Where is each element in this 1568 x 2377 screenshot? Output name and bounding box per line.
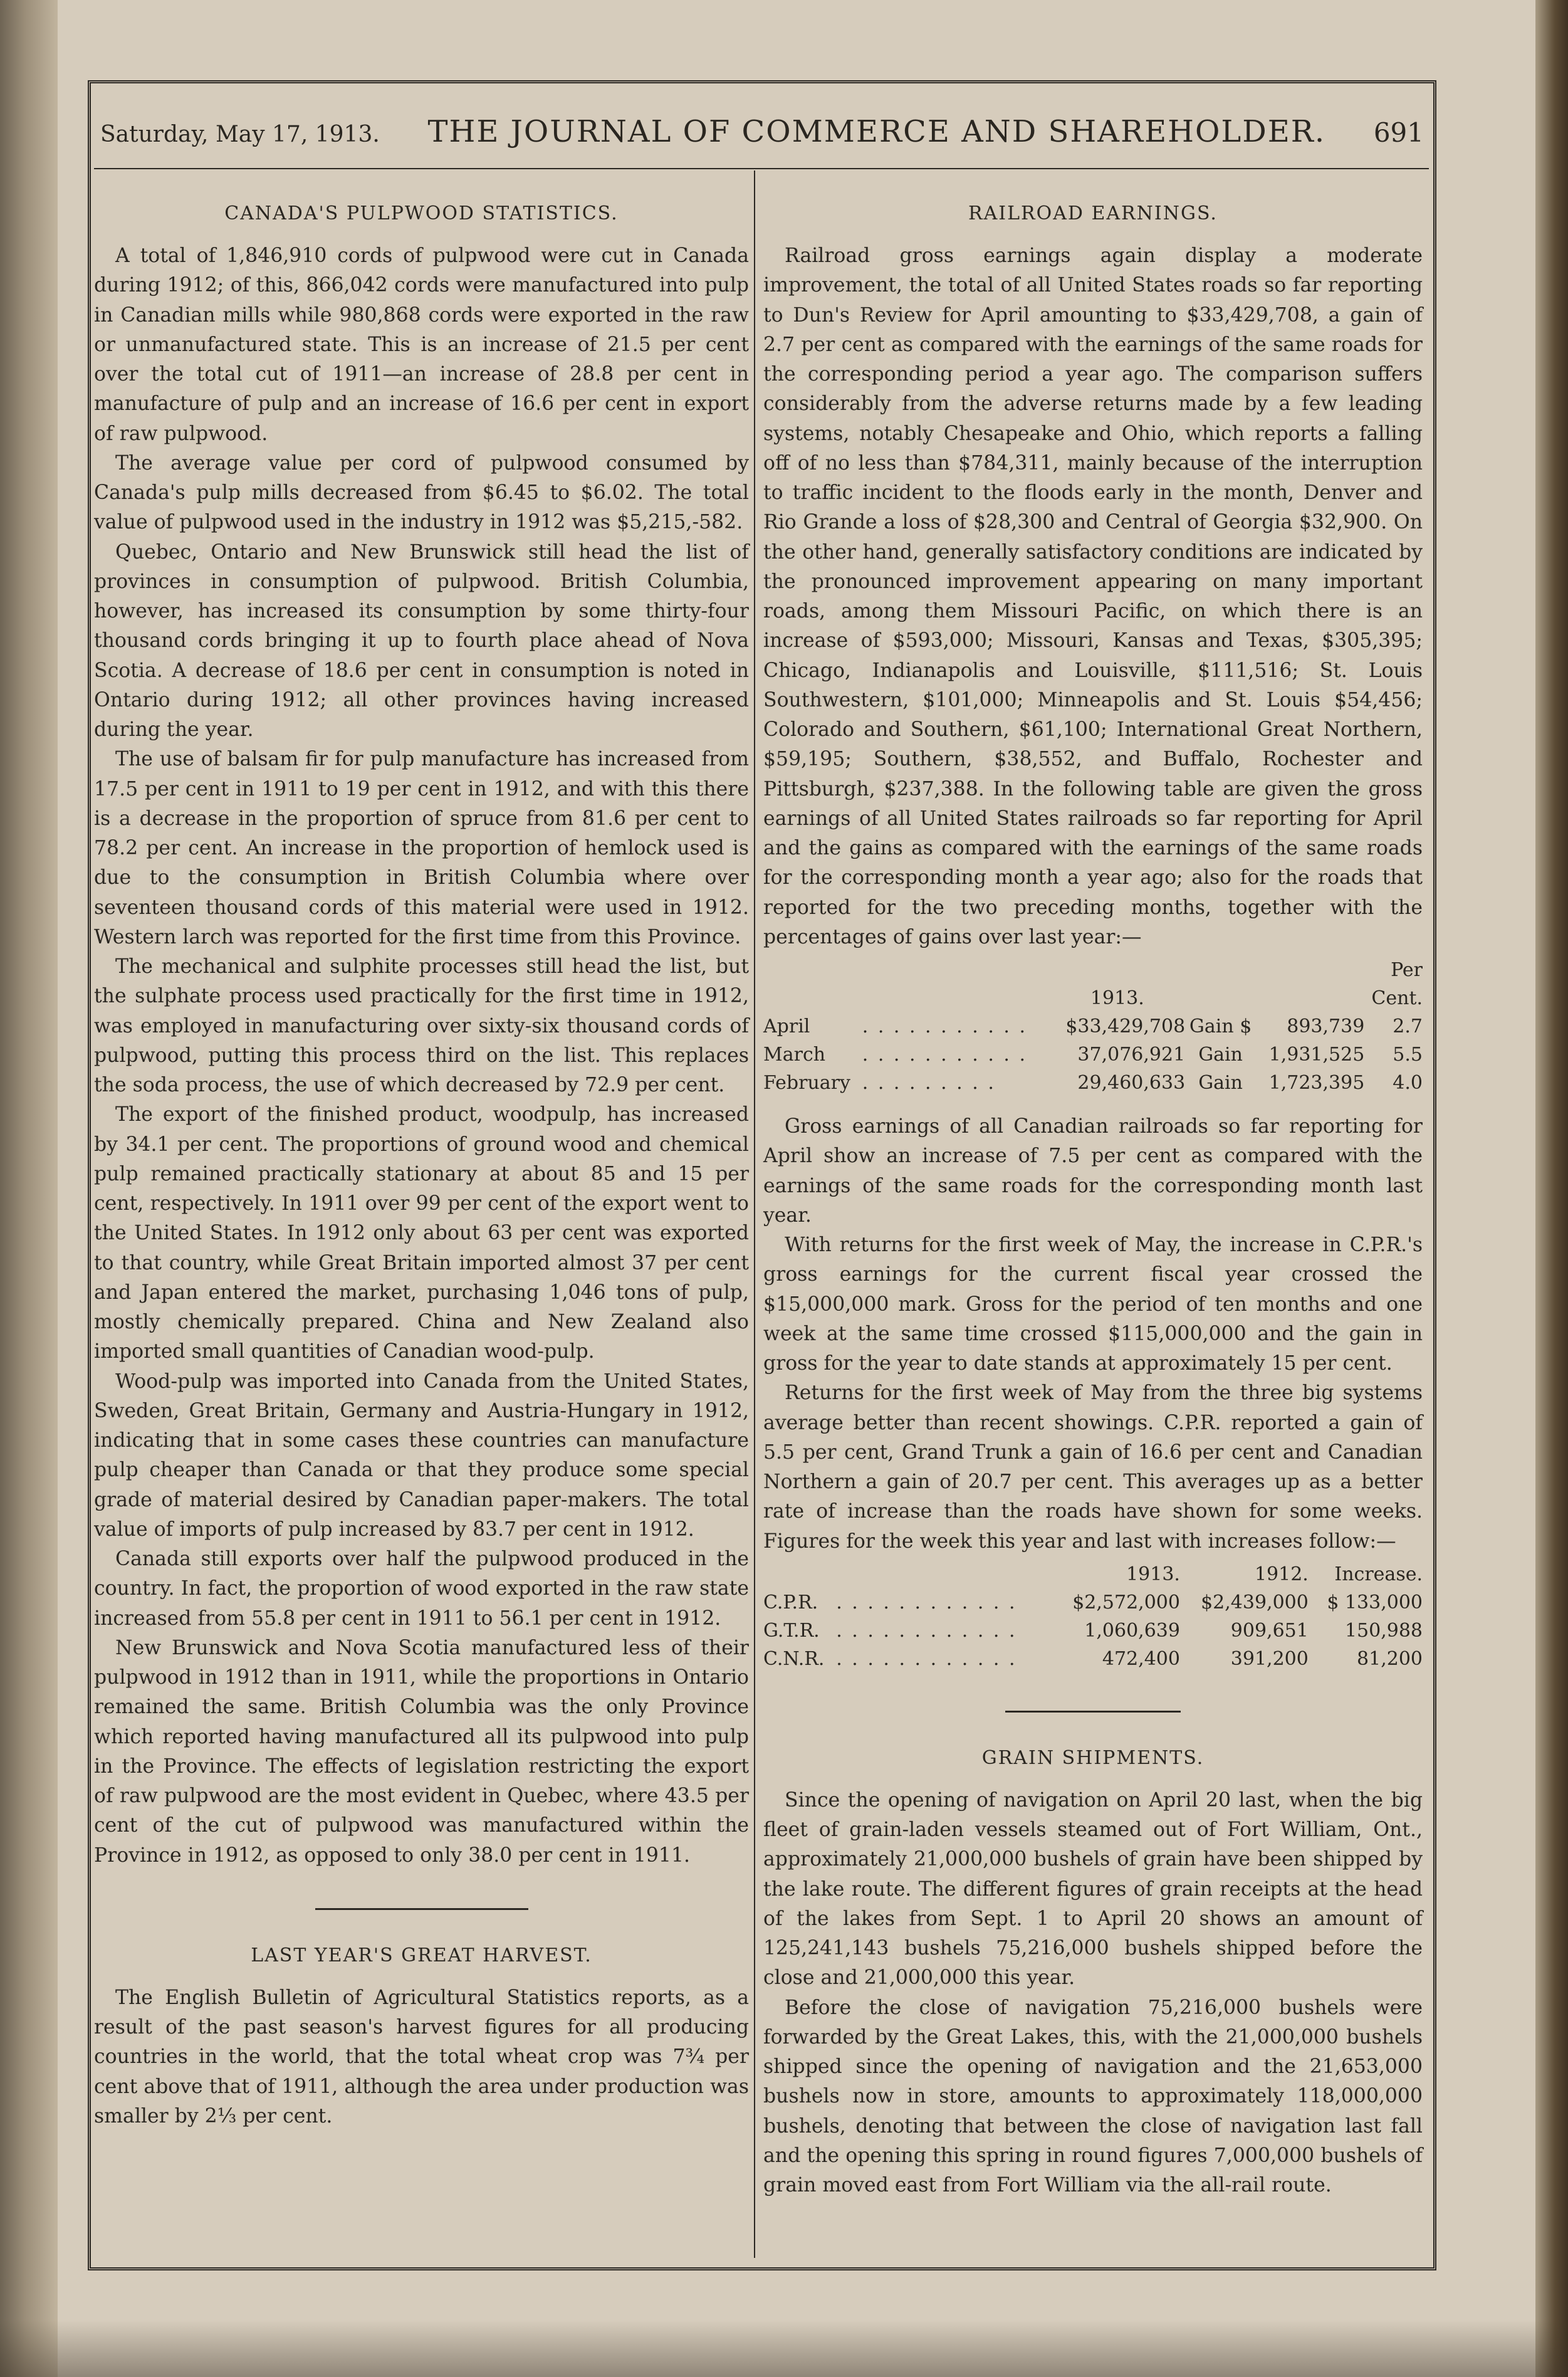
table-header-row	[763, 984, 1423, 1012]
pulpwood-paragraph: The use of balsam fir for pulp manufacture has increased from 17.5 per cent in 1911 to 19 per cent in 1912, and with this there is a decrease in the proportion of spruce from 81.6 per cent to 78.2 per cent. An increase in the proportion of hemlock used is due to the consumption in British Columbia where over seventeen thousand cords of this material were used in 1912. Western larch was reported for the first time from this Province.	[94, 748, 749, 948]
pulpwood-paragraph: Quebec, Ontario and New Brunswick still head the list of provinces in consumption of pulpwood. British Columbia, however, has increased its consumption by some thirty-four thousand cords bringing it up to fourth place ahead of Nova Scotia. A decrease of 18.6 per cent in consumption is noted in Ontario during 1912; all other provinces having increased during the year.	[94, 540, 749, 741]
road-cell: C.N.R.	[763, 1647, 825, 1670]
us-earnings-table	[763, 956, 1423, 1097]
pulpwood-paragraph: The mechanical and sulphite processes still head the list, but the sulphate process used practically for the first time in 1912, was employed in manufacturing over sixty-six thousand cords of pulpwood, putting this process third on the list. This replaces the soda process, the use of which decreased by 72.9 per cent.	[94, 955, 749, 1096]
increase-cell: $ 133,000	[1327, 1591, 1423, 1614]
percent-cell: 5.5	[1393, 1044, 1423, 1066]
month-cell: February	[763, 1072, 850, 1094]
gain-cell: 893,739	[1287, 1015, 1365, 1037]
book-spine-left	[0, 0, 58, 2377]
left-column	[94, 188, 749, 2131]
leader-dots: . . . . . . . . . . .	[862, 1044, 1028, 1066]
pulpwood-paragraph: Canada still exports over half the pulpwood produced in the country. In fact, the proportion of wood exported in the raw state increased from 55.8 per cent in 1911 to 56.1 per cent in 1912.	[94, 1548, 749, 1630]
canadian-weekly-table	[763, 1560, 1423, 1673]
gain-cell: 1,931,525	[1268, 1044, 1365, 1066]
table-header-row	[763, 1560, 1423, 1588]
grain-heading: GRAIN SHIPMENTS.	[981, 1746, 1205, 1769]
gain-label-cell: Gain $	[1189, 1015, 1252, 1037]
pulpwood-paragraph: New Brunswick and Nova Scotia manufactured less of their pulpwood in 1912 than in 1911, while the proportions in Ontario remained the same. British Columbia was the only Province which reported having manufactured all its pulpwood into pulp in the Province. The effects of legislation restricting the export of raw pulpwood are the most evident in Quebec, where 43.5 per cent of the cut of pulpwood was manufactured within the Province in 1912, as opposed to only 38.0 per cent in 1911.	[94, 1636, 749, 1867]
grain-paragraph: Before the close of navigation 75,216,000 bushels were forwarded by the Great Lakes, this, with the 21,000,000 bushels shipped since the opening of navigation and the 21,653,000 bushels now in store, amounts to approximately 118,000,000 bushels, denoting that between the close of navigation last fall and the opening this spring in round figures 7,000,000 bushels of grain moved east from Fort William via the all-rail route.	[763, 1996, 1423, 2196]
column-divider	[754, 171, 755, 2258]
running-header	[100, 114, 1424, 158]
col-1913: 1913.	[1126, 1563, 1180, 1585]
section-separator	[1005, 1711, 1181, 1713]
road-cell: G.T.R.	[763, 1619, 820, 1642]
value-1912-cell: 391,200	[1230, 1647, 1309, 1670]
value-1913-cell: 1,060,639	[1084, 1619, 1180, 1642]
leader-dots: . . . . . . . . .	[862, 1072, 996, 1094]
table-row	[763, 1588, 1423, 1617]
table-row	[763, 1012, 1423, 1041]
pulpwood-paragraph: The average value per cord of pulpwood consumed by Canada's pulp mills decreased from $6.45 to $6.02. The total value of pulpwood used in the industry in 1912 was $5,215,-582.	[94, 451, 749, 534]
leader-dots: . . . . . . . . . . .	[862, 1015, 1028, 1037]
value-1912-cell: $2,439,000	[1201, 1591, 1309, 1614]
value-1913-cell: $2,572,000	[1072, 1591, 1180, 1614]
table-row	[763, 1069, 1423, 1097]
amount-cell: $33,429,708	[1065, 1015, 1186, 1037]
value-1913-cell: 472,400	[1102, 1647, 1180, 1670]
table-row	[763, 1041, 1423, 1069]
gain-label-cell: Gain	[1198, 1072, 1243, 1094]
harvest-paragraph: The English Bulletin of Agricultural Statistics reports, as a result of the past season's harvest figures for all producing countries in the world, that the total wheat crop was 7¾ per cent above that of 1911, although the area under production was smaller by 2⅓ per cent.	[94, 1986, 749, 2128]
col-1912: 1912.	[1254, 1563, 1309, 1585]
railroad-paragraph: With returns for the first week of May, the increase in C.P.R.'s gross earnings for the current fiscal year crossed the $15,000,000 mark. Gross for the period of ten months and one week at the same time crossed $115,000,000 and the gain in gross for the year to date stands at approximately 15 per cent.	[763, 1234, 1423, 1375]
gain-cell: 1,723,395	[1268, 1072, 1365, 1094]
railroad-paragraph: Railroad gross earnings again display a moderate improvement, the total of all United States roads so far reporting to Dun's Review for April amounting to $33,429,708, a gain of 2.7 per cent as compared with the earnings of the same roads for the corresponding period a year ago. The comparison suffers considerably from the adverse returns made by a few leading systems, notably Chesapeake and Ohio, which reports a falling off of no less than $784,311, mainly because of the interruption to traffic incident to the floods early in the month, Denver and Rio Grande a loss of $28,300 and Central of Georgia $32,900. On the other hand, generally satisfactory conditions are indicated by the pronounced improvement appearing on many important roads, among them Missouri Pacific, on which there is an increase of $593,000; Missouri, Kansas and Texas, $305,395; Chicago, Indianapolis and Louisville, $111,516; St. Louis Southwestern, $101,000; Minneapolis and St. Louis $54,456; Colorado and Southern, $61,100; International Great Northern, $59,195; Southern, $38,552, and Buffalo, Rochester and Pittsburgh, $237,388. In the following table are given the gross earnings of all United States railroads so far reporting for April and the gains as compared with the earnings of the same roads for the corresponding month a year ago; also for the roads that reported for the two preceding months, together with the percentages of gains over last year:—	[763, 244, 1423, 948]
month-cell: March	[763, 1044, 826, 1066]
col-increase: Increase.	[1334, 1563, 1423, 1585]
percent-cell: 2.7	[1393, 1015, 1423, 1037]
table-row	[763, 1617, 1423, 1645]
railroad-heading: RAILROAD EARNINGS.	[968, 202, 1218, 224]
leader-dots: . . . . . . . . . . . .	[836, 1591, 1017, 1614]
value-1912-cell: 909,651	[1230, 1619, 1309, 1642]
amount-cell: 29,460,633	[1077, 1072, 1186, 1094]
page-number: 691	[1373, 117, 1424, 148]
right-column	[763, 188, 1423, 2200]
increase-cell: 150,988	[1344, 1619, 1423, 1642]
increase-cell: 81,200	[1357, 1647, 1423, 1670]
leader-dots: . . . . . . . . . . . .	[836, 1647, 1017, 1670]
book-edge-right	[1535, 0, 1568, 2377]
railroad-paragraph: Returns for the first week of May from the three big systems average better than recent showings. C.P.R. reported a gain of 5.5 per cent, Grand Trunk a gain of 16.6 per cent and Canadian Northern a gain of 20.7 per cent. This averages up as a better rate of increase than the roads have shown for some weeks. Figures for the week this year and last with increases follow:—	[763, 1382, 1423, 1553]
table-header-row	[763, 956, 1423, 984]
pulpwood-paragraph: The export of the finished product, woodpulp, has increased by 34.1 per cent. The proportions of ground wood and chemical pulp remained practically stationary at about 85 and 15 per cent, respectively. In 1911 over 99 per cent of the export went to the United States. In 1912 only about 63 per cent was exported to that country, while Great Britain imported almost 37 per cent and Japan entered the market, purchasing 1,046 tons of pulp, mostly chemically prepared. China and New Zealand also imported small quantities of Canadian wood-pulp.	[94, 1103, 749, 1363]
road-cell: C.P.R.	[763, 1591, 818, 1614]
pulpwood-heading: CANADA'S PULPWOOD STATISTICS.	[224, 202, 619, 224]
leader-dots: . . . . . . . . . . . .	[836, 1619, 1017, 1642]
month-cell: April	[763, 1015, 810, 1037]
railroad-paragraph: Gross earnings of all Canadian railroads so far reporting for April show an increase of 7.5 per cent as compared with the earnings of the same roads for the corresponding month last year.	[763, 1115, 1423, 1227]
journal-title: THE JOURNAL OF COMMERCE AND SHAREHOLDER.	[427, 114, 1326, 149]
grain-paragraph: Since the opening of navigation on April 20 last, when the big fleet of grain-laden vessels steamed out of Fort William, Ont., approximately 21,000,000 bushels of grain have been shipped by the lake route. The different figures of grain receipts at the head of the lakes from Sept. 1 to April 20 shows an amount of 125,241,143 bushels 75,216,000 bushels shipped before the close and 21,000,000 this year.	[763, 1788, 1423, 1990]
section-separator	[315, 1908, 528, 1910]
col-year: 1913.	[1090, 987, 1144, 1009]
page-bottom-shadow	[0, 2321, 1568, 2377]
issue-date: Saturday, May 17, 1913.	[100, 122, 380, 147]
table-row	[763, 1645, 1423, 1673]
harvest-heading: LAST YEAR'S GREAT HARVEST.	[251, 1944, 592, 1966]
pulpwood-paragraph: Wood-pulp was imported into Canada from the United States, Sweden, Great Britain, Germany and Austria-Hungary in 1912, indicating that in some cases these countries can manufacture pulp cheaper than Canada or that they produce some special grade of material desired by Canadian paper-makers. The total value of imports of pulp increased by 83.7 per cent in 1912.	[94, 1370, 749, 1541]
amount-cell: 37,076,921	[1077, 1044, 1186, 1066]
gain-label-cell: Gain	[1198, 1044, 1243, 1066]
col-per: Per	[1391, 959, 1423, 981]
percent-cell: 4.0	[1393, 1072, 1423, 1094]
col-cent: Cent.	[1371, 987, 1423, 1009]
header-rule	[94, 168, 1429, 169]
pulpwood-paragraph: A total of 1,846,910 cords of pulpwood were cut in Canada during 1912; of this, 866,042 cords were manufactured into pulp in Canadian mills while 980,868 cords were exported in the raw or unmanufactured state. This is an increase of 21.5 per cent over the total cut of 1911—an increase of 28.8 per cent in manufacture of pulp and an increase of 16.6 per cent in export of raw pulpwood.	[94, 244, 749, 445]
